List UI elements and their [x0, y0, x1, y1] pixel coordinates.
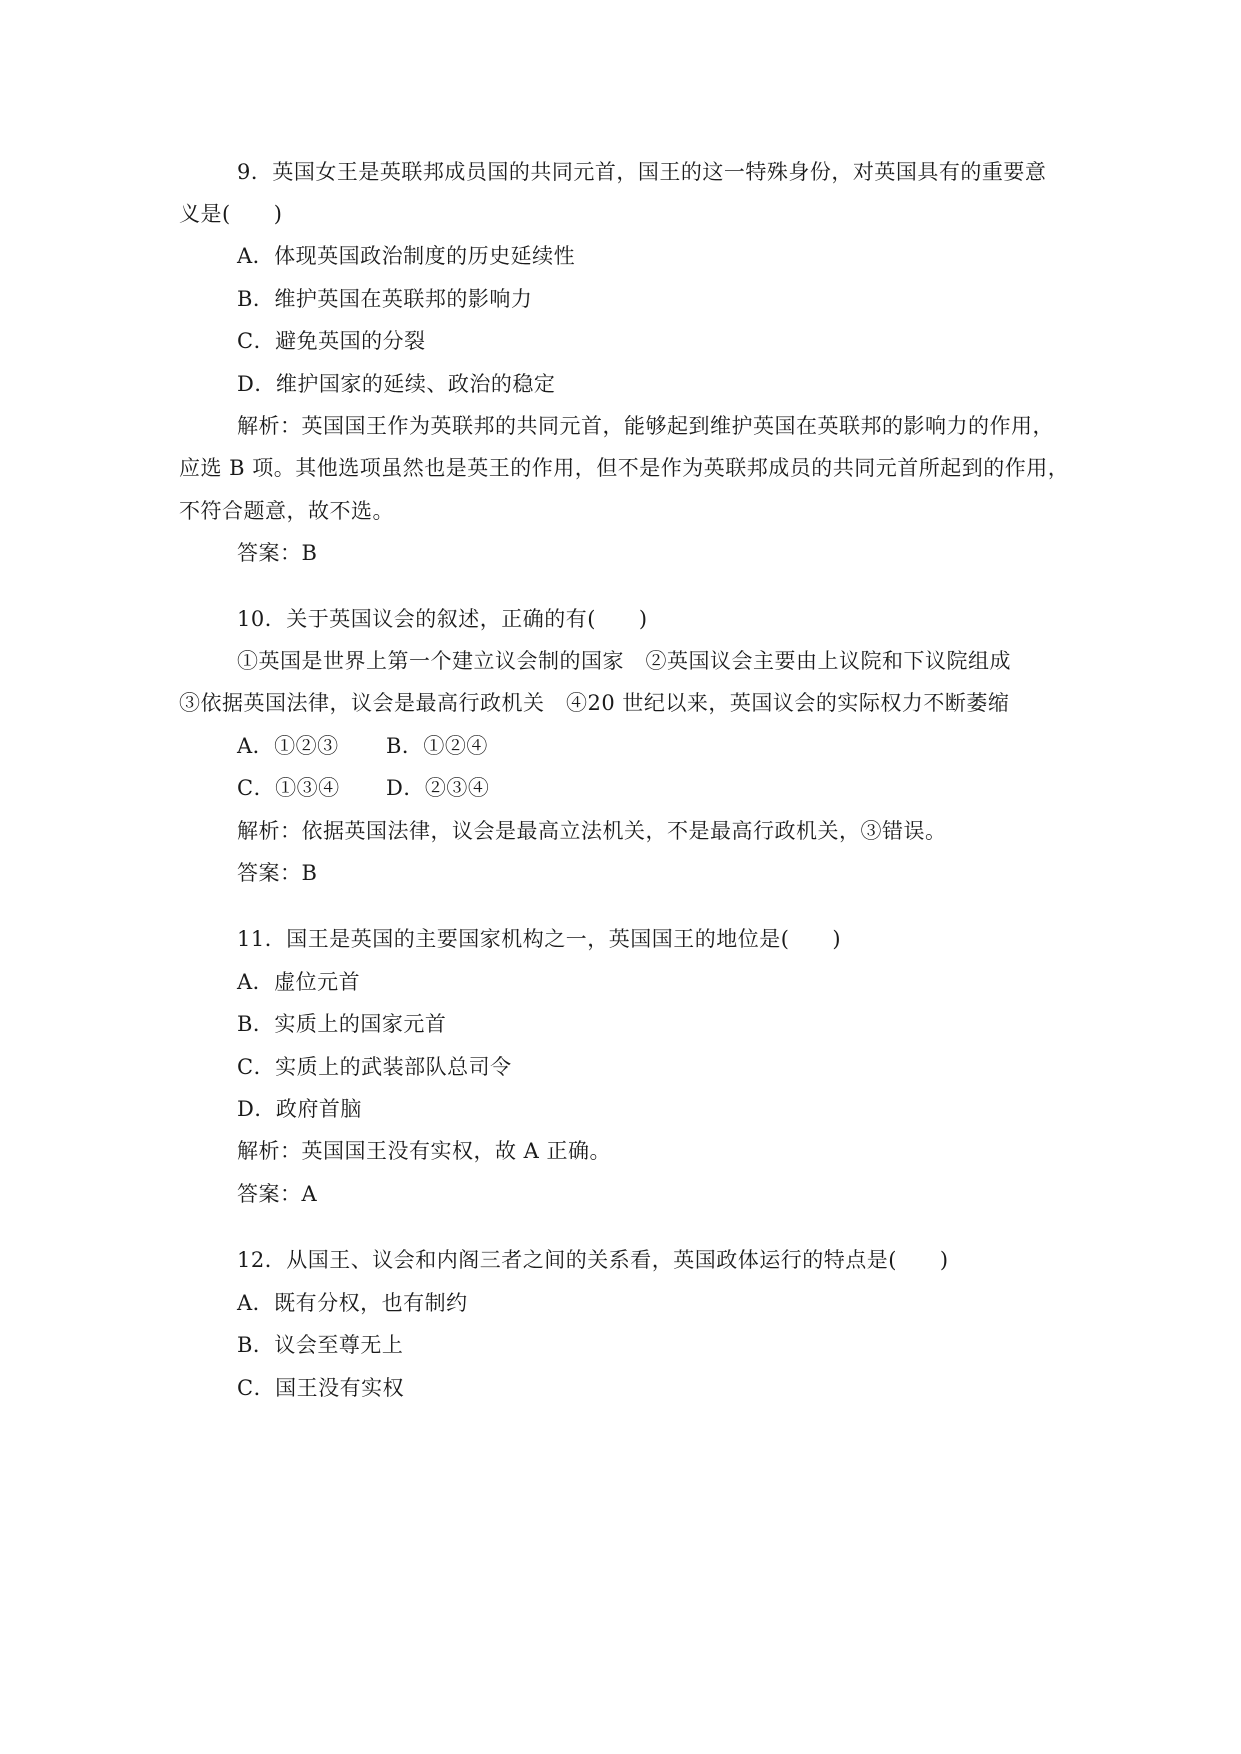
q10-option-a: A．①②③ — [237, 734, 339, 758]
q11-answer: 答案：A — [237, 1182, 318, 1206]
q10-stem: 10．关于英国议会的叙述，正确的有( ) — [237, 607, 648, 631]
q11-option-d: D．政府首脑 — [237, 1097, 362, 1121]
q12-option-c: C．国王没有实权 — [237, 1376, 405, 1400]
q11-analysis: 解析：英国国王没有实权，故 A 正确。 — [237, 1139, 612, 1163]
q12-option-a: A．既有分权，也有制约 — [237, 1291, 468, 1315]
q10-option-c: C．①③④ — [237, 776, 340, 800]
q9-answer: 答案：B — [237, 541, 318, 565]
q9-analysis-line2: 应选 B 项。其他选项虽然也是英王的作用，但不是作为英联邦成员的共同元首所起到的作用， — [179, 456, 1070, 480]
q9-stem-line1: 9．英国女王是英联邦成员国的共同元首，国王的这一特殊身份，对英国具有的重要意 — [237, 160, 1047, 184]
q10-option-d: D．②③④ — [386, 776, 490, 800]
q9-option-a: A．体现英国政治制度的历史延续性 — [237, 244, 576, 268]
q10-analysis: 解析：依据英国法律，议会是最高立法机关，不是最高行政机关，③错误。 — [237, 819, 947, 843]
q9-option-d: D．维护国家的延续、政治的稳定 — [237, 372, 556, 396]
q10-items-line1: ①英国是世界上第一个建立议会制的国家 ②英国议会主要由上议院和下议院组成 — [237, 649, 1011, 673]
q9-option-c: C．避免英国的分裂 — [237, 329, 426, 353]
q9-option-b: B．维护英国在英联邦的影响力 — [237, 287, 533, 311]
q10-items-line2: ③依据英国法律，议会是最高行政机关 ④20 世纪以来，英国议会的实际权力不断萎缩 — [179, 691, 1010, 715]
q10-answer: 答案：B — [237, 861, 318, 885]
q11-option-b: B．实质上的国家元首 — [237, 1012, 447, 1036]
q9-stem-line2: 义是( ) — [179, 202, 283, 226]
q12-option-b: B．议会至尊无上 — [237, 1333, 404, 1357]
q11-option-c: C．实质上的武装部队总司令 — [237, 1055, 512, 1079]
q12-stem: 12．从国王、议会和内阁三者之间的关系看，英国政体运行的特点是( ) — [237, 1248, 949, 1272]
q11-stem: 11．国王是英国的主要国家机构之一，英国国王的地位是( ) — [237, 927, 842, 951]
q10-option-b: B．①②④ — [386, 734, 488, 758]
q11-option-a: A．虚位元首 — [237, 970, 361, 994]
q9-analysis-line1: 解析：英国国王作为英联邦的共同元首，能够起到维护英国在英联邦的影响力的作用， — [237, 414, 1054, 438]
q9-analysis-line3: 不符合题意，故不选。 — [179, 499, 394, 523]
